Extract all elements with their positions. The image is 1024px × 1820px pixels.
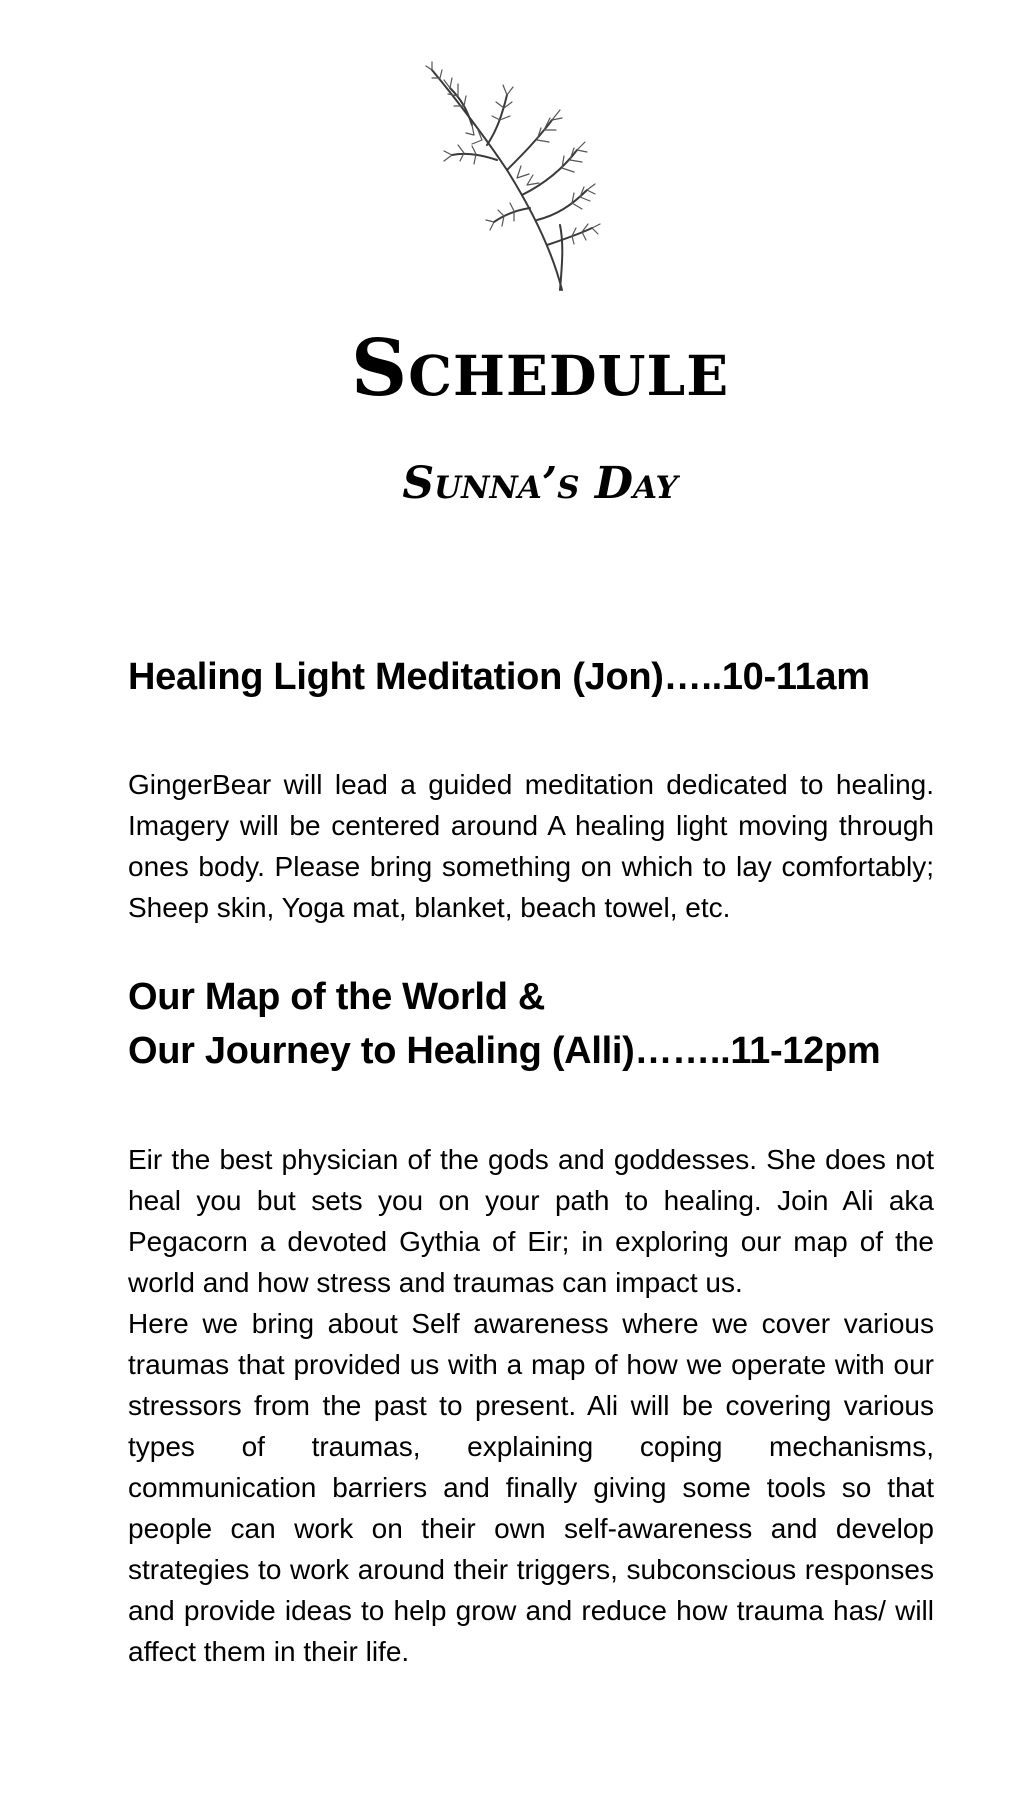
session-description (128, 764, 934, 928)
page-title: Schedule (350, 323, 730, 414)
schedule-content (128, 650, 934, 1672)
session-description (128, 1139, 934, 1672)
session-heading-line: Our Map of the World & (128, 976, 546, 1018)
session-paragraph: Eir the best physician of the gods and goddesses. She does not heal you but sets you on your path to healing. Join Ali aka Pegacorn a devoted Gythia of Eir; in exploring our map of the world and how stress and traumas can impact us. (128, 1144, 934, 1298)
session-heading-line: Healing Light Meditation (Jon)…..10-11am (128, 656, 870, 698)
session-paragraph: GingerBear will lead a guided meditation dedicated to healing. Imagery will be centered around A healing light moving through ones body. Please bring something on which to lay comfortably; Sheep skin, Yoga mat, blanket, beach towel, etc. (128, 769, 934, 923)
session-heading (128, 650, 934, 704)
page-subtitle: Sunna’s Day (402, 458, 678, 509)
session-heading-line: Our Journey to Healing (Alli)……..11-12pm (128, 1030, 881, 1072)
fennel-sprig-icon (412, 60, 612, 295)
session-heading (128, 970, 934, 1078)
session-paragraph: Here we bring about Self awareness where we cover various traumas that provided us with a map of how we operate with our stressors from the past to present. Ali will be covering various types of traumas, explaining coping mechanisms, communication barriers and finally giving some tools so that people can work on their own self-awareness and develop strategies to work around their triggers, subconscious responses and provide ideas to help grow and reduce how trauma has/ will affect them in their life. (128, 1308, 934, 1667)
